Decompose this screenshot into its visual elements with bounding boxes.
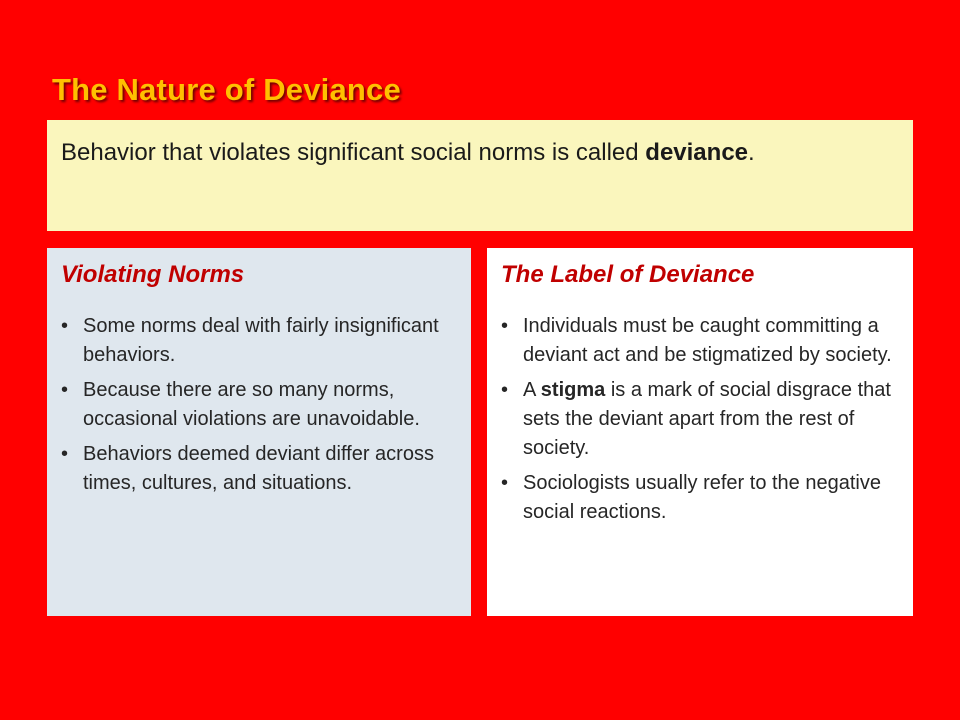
list-item: • Individuals must be caught committing a deviant act and be stigmatized by society.: [501, 312, 901, 370]
label-of-deviance-panel: [487, 248, 913, 616]
definition-text-before: Behavior that violates significant social norms is called: [61, 139, 646, 166]
violating-norms-list: [61, 312, 459, 498]
list-item: • Because there are so many norms, occasional violations are unavoidable.: [61, 376, 459, 434]
stigma-text-after: is a mark of social disgrace that sets the deviant apart from the rest of society.: [523, 379, 891, 459]
stigma-term: stigma: [540, 379, 606, 401]
definition-box: [47, 120, 913, 231]
list-item: • Sociologists usually refer to the negative social reactions.: [501, 469, 901, 527]
list-item: [501, 376, 901, 463]
slide-title: The Nature of Deviance: [52, 72, 401, 107]
list-item: • Behaviors deemed deviant differ across times, cultures, and situations.: [61, 440, 459, 498]
label-of-deviance-heading: The Label of Deviance: [501, 261, 755, 288]
list-item: • Some norms deal with fairly insignificant behaviors.: [61, 312, 459, 370]
definition-text-after: .: [748, 139, 755, 166]
violating-norms-heading: Violating Norms: [61, 261, 245, 288]
label-of-deviance-list: [501, 312, 901, 527]
violating-norms-panel: [47, 248, 471, 616]
stigma-text-before: A: [523, 379, 541, 401]
definition-term: deviance: [645, 139, 749, 166]
